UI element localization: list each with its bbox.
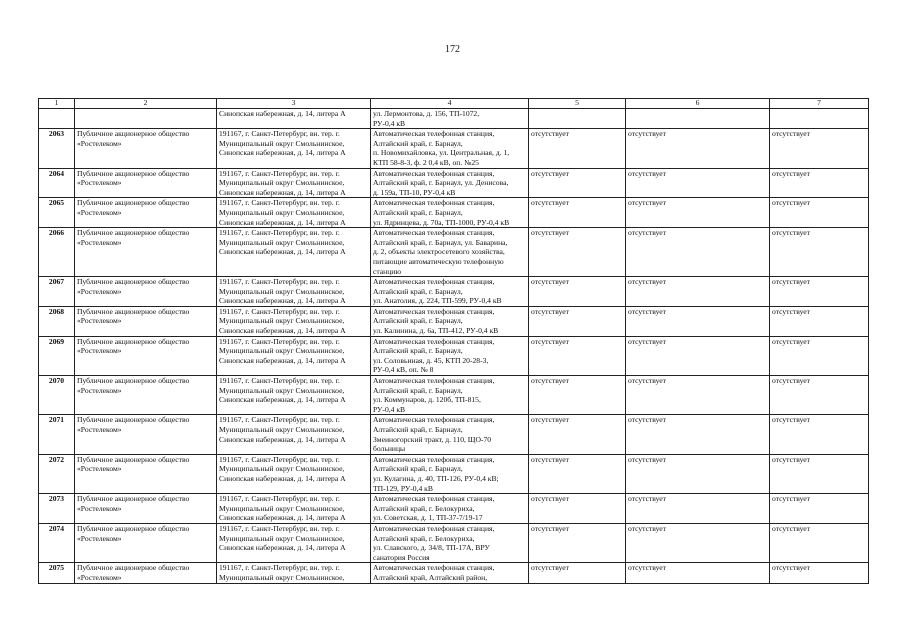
- owner-cell: Публичное акционерное общество «Ростелеком»: [75, 415, 217, 454]
- col7-cell: отсутствует: [770, 415, 869, 454]
- owner-cell: [75, 109, 217, 129]
- row-number: [39, 109, 75, 129]
- registry-table: [38, 98, 869, 584]
- owner-cell: Публичное акционерное общество «Ростелеком»: [75, 129, 217, 168]
- col7-cell: отсутствует: [770, 563, 869, 583]
- table-row: [39, 454, 869, 493]
- address-cell: 191167, г. Санкт-Петербург, вн. тер. г. Муниципальный округ Смольнинское, Синопская набережная, д. 14, литера А: [217, 494, 371, 524]
- row-number: 2072: [39, 454, 75, 493]
- col7-cell: отсутствует: [770, 198, 869, 228]
- table-row: [39, 415, 869, 454]
- address-cell: 191167, г. Санкт-Петербург, вн. тер. г. Муниципальный округ Смольнинское, Синопская набережная, д. 14, литера А: [217, 336, 371, 375]
- col6-cell: отсутствует: [626, 415, 770, 454]
- object-cell: Автоматическая телефонная станция, Алтайский край, г. Барнаул, ул. Кулагина, д. 40, ТП-126, РУ-0,4 кВ; ТП-129, РУ-0,4 кВ: [371, 454, 529, 493]
- address-cell: 191167, г. Санкт-Петербург, вн. тер. г. Муниципальный округ Смольнинское, Синопская набережная, д. 14, литера А: [217, 306, 371, 336]
- col5-cell: отсутствует: [529, 454, 626, 493]
- table-row: [39, 168, 869, 198]
- col5-cell: отсутствует: [529, 336, 626, 375]
- table-row: [39, 494, 869, 524]
- owner-cell: Публичное акционерное общество «Ростелеком»: [75, 563, 217, 583]
- table-row: [39, 277, 869, 307]
- col6-cell: отсутствует: [626, 336, 770, 375]
- col6-cell: отсутствует: [626, 523, 770, 562]
- col5-cell: отсутствует: [529, 277, 626, 307]
- col7-cell: отсутствует: [770, 277, 869, 307]
- owner-cell: Публичное акционерное общество «Ростелеком»: [75, 336, 217, 375]
- row-number: 2065: [39, 198, 75, 228]
- col5-cell: отсутствует: [529, 129, 626, 168]
- col7-cell: отсутствует: [770, 336, 869, 375]
- row-number: 2070: [39, 376, 75, 415]
- table-row: [39, 336, 869, 375]
- col5-cell: отсутствует: [529, 228, 626, 277]
- col6-cell: отсутствует: [626, 228, 770, 277]
- col5-cell: отсутствует: [529, 494, 626, 524]
- owner-cell: Публичное акционерное общество «Ростелеком»: [75, 228, 217, 277]
- row-number: 2069: [39, 336, 75, 375]
- owner-cell: Публичное акционерное общество «Ростелеком»: [75, 376, 217, 415]
- owner-cell: Публичное акционерное общество «Ростелеком»: [75, 306, 217, 336]
- col5-cell: отсутствует: [529, 563, 626, 583]
- owner-cell: Публичное акционерное общество «Ростелеком»: [75, 454, 217, 493]
- owner-cell: Публичное акционерное общество «Ростелеком»: [75, 198, 217, 228]
- address-cell: 191167, г. Санкт-Петербург, вн. тер. г. Муниципальный округ Смольнинское,: [217, 563, 371, 583]
- row-number: 2071: [39, 415, 75, 454]
- col5-cell: [529, 109, 626, 129]
- object-cell: Автоматическая телефонная станция, Алтайский край, г. Барнаул, ул. Денисова, д. 159а, ТП-10, РУ-0,4 кВ: [371, 168, 529, 198]
- column-number-row: [39, 99, 869, 109]
- address-cell: 191167, г. Санкт-Петербург, вн. тер. г. Муниципальный округ Смольнинское, Синопская набережная, д. 14, литера А: [217, 523, 371, 562]
- row-number: 2073: [39, 494, 75, 524]
- col6-cell: отсутствует: [626, 129, 770, 168]
- row-number: 2064: [39, 168, 75, 198]
- col5-cell: отсутствует: [529, 376, 626, 415]
- row-number: 2068: [39, 306, 75, 336]
- owner-cell: Публичное акционерное общество «Ростелеком»: [75, 523, 217, 562]
- col6-cell: отсутствует: [626, 376, 770, 415]
- address-cell: 191167, г. Санкт-Петербург, вн. тер. г. Муниципальный округ Смольнинское, Синопская набережная, д. 14, литера А: [217, 415, 371, 454]
- col6-cell: отсутствует: [626, 494, 770, 524]
- object-cell: Автоматическая телефонная станция, Алтайский край, г. Барнаул, ул. Коммунаров, д. 120б, ТП-815, РУ-0,4 кВ: [371, 376, 529, 415]
- col5-cell: отсутствует: [529, 523, 626, 562]
- address-cell: 191167, г. Санкт-Петербург, вн. тер. г. Муниципальный округ Смольнинское, Синопская набережная, д. 14, литера А: [217, 198, 371, 228]
- address-cell: 191167, г. Санкт-Петербург, вн. тер. г. Муниципальный округ Смольнинское, Синопская набережная, д. 14, литера А: [217, 277, 371, 307]
- col6-cell: [626, 109, 770, 129]
- col5-cell: отсутствует: [529, 198, 626, 228]
- row-number: 2067: [39, 277, 75, 307]
- address-cell: 191167, г. Санкт-Петербург, вн. тер. г. Муниципальный округ Смольнинское, Синопская набережная, д. 14, литера А: [217, 129, 371, 168]
- object-cell: ул. Лермонтова, д. 156, ТП-1072, РУ-0,4 кВ: [371, 109, 529, 129]
- col6-cell: отсутствует: [626, 168, 770, 198]
- object-cell: Автоматическая телефонная станция, Алтайский край, г. Барнаул, ул. Баварина, д. 2, объекты электросетевого хозяйства, питающие автоматическую телефонную станцию: [371, 228, 529, 277]
- column-header: 2: [75, 99, 217, 109]
- column-header: 6: [626, 99, 770, 109]
- col7-cell: отсутствует: [770, 494, 869, 524]
- col5-cell: отсутствует: [529, 415, 626, 454]
- column-header: 1: [39, 99, 75, 109]
- column-header: 5: [529, 99, 626, 109]
- col6-cell: отсутствует: [626, 198, 770, 228]
- object-cell: Автоматическая телефонная станция, Алтайский край, Алтайский район,: [371, 563, 529, 583]
- col6-cell: отсутствует: [626, 563, 770, 583]
- table-row: [39, 129, 869, 168]
- table-row-continuation: [39, 109, 869, 129]
- row-number: 2075: [39, 563, 75, 583]
- col7-cell: отсутствует: [770, 376, 869, 415]
- col6-cell: отсутствует: [626, 277, 770, 307]
- object-cell: Автоматическая телефонная станция, Алтайский край, г. Барнаул, п. Новомихайловка, ул. Центральная, д. 1, КТП 58-8-3, ф. 2 0,4 кВ, оп. №25: [371, 129, 529, 168]
- page-number: 172: [445, 44, 460, 55]
- owner-cell: Публичное акционерное общество «Ростелеком»: [75, 494, 217, 524]
- object-cell: Автоматическая телефонная станция, Алтайский край, г. Белокуриха, ул. Советская, д. 1, ТП-37-7/19-17: [371, 494, 529, 524]
- object-cell: Автоматическая телефонная станция, Алтайский край, г. Барнаул, ул. Анатолия, д. 224, ТП-599, РУ-0,4 кВ: [371, 277, 529, 307]
- col7-cell: отсутствует: [770, 129, 869, 168]
- table-row: [39, 376, 869, 415]
- row-number: 2074: [39, 523, 75, 562]
- row-number: 2066: [39, 228, 75, 277]
- table-row: [39, 228, 869, 277]
- col7-cell: [770, 109, 869, 129]
- address-cell: 191167, г. Санкт-Петербург, вн. тер. г. Муниципальный округ Смольнинское, Синопская набережная, д. 14, литера А: [217, 376, 371, 415]
- col7-cell: отсутствует: [770, 523, 869, 562]
- col5-cell: отсутствует: [529, 168, 626, 198]
- table-row: [39, 306, 869, 336]
- col6-cell: отсутствует: [626, 454, 770, 493]
- address-cell: 191167, г. Санкт-Петербург, вн. тер. г. Муниципальный округ Смольнинское, Синопская набережная, д. 14, литера А: [217, 168, 371, 198]
- column-header: 7: [770, 99, 869, 109]
- col7-cell: отсутствует: [770, 228, 869, 277]
- object-cell: Автоматическая телефонная станция, Алтайский край, г. Барнаул, ул. Соловьиная, д. 45, КТП 20-28-3, РУ-0,4 кВ, оп. № 8: [371, 336, 529, 375]
- object-cell: Автоматическая телефонная станция, Алтайский край, г. Барнаул, ул. Калинина, д. 6а, ТП-412, РУ-0,4 кВ: [371, 306, 529, 336]
- address-cell: Синопская набережная, д. 14, литера А: [217, 109, 371, 129]
- address-cell: 191167, г. Санкт-Петербург, вн. тер. г. Муниципальный округ Смольнинское, Синопская набережная, д. 14, литера А: [217, 228, 371, 277]
- owner-cell: Публичное акционерное общество «Ростелеком»: [75, 277, 217, 307]
- object-cell: Автоматическая телефонная станция, Алтайский край, г. Барнаул, ул. Ядринцева, д. 70а, ТП-1000, РУ-0,4 кВ: [371, 198, 529, 228]
- col7-cell: отсутствует: [770, 306, 869, 336]
- col5-cell: отсутствует: [529, 306, 626, 336]
- col7-cell: отсутствует: [770, 454, 869, 493]
- table-row: [39, 198, 869, 228]
- object-cell: Автоматическая телефонная станция, Алтайский край, г. Барнаул, Змеиногорский тракт, д. 110, ЩО-70 больницы: [371, 415, 529, 454]
- row-number: 2063: [39, 129, 75, 168]
- table-row: [39, 523, 869, 562]
- address-cell: 191167, г. Санкт-Петербург, вн. тер. г. Муниципальный округ Смольнинское, Синопская набережная, д. 14, литера А: [217, 454, 371, 493]
- column-header: 4: [371, 99, 529, 109]
- object-cell: Автоматическая телефонная станция, Алтайский край, г. Белокуриха, ул. Славского, д. 34/8, ТП-17А, ВРУ санатория Россия: [371, 523, 529, 562]
- owner-cell: Публичное акционерное общество «Ростелеком»: [75, 168, 217, 198]
- col6-cell: отсутствует: [626, 306, 770, 336]
- col7-cell: отсутствует: [770, 168, 869, 198]
- column-header: 3: [217, 99, 371, 109]
- table-row: [39, 563, 869, 583]
